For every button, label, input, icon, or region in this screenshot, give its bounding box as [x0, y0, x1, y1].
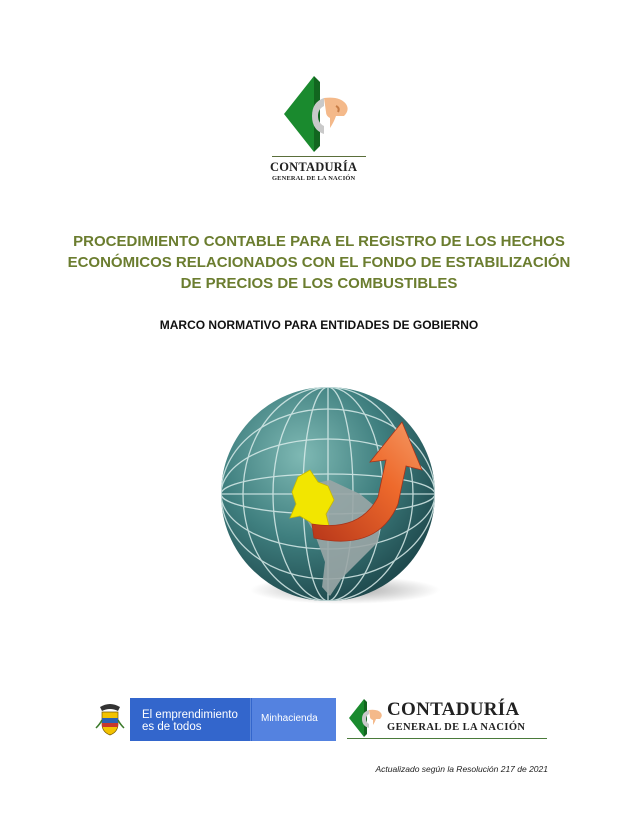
document-title: [40, 231, 598, 294]
logo-underline: [272, 156, 366, 157]
banner-divider: [250, 698, 251, 741]
logo-name: CONTADURÍA: [270, 160, 358, 174]
gov-slogan-line2: es de todos: [142, 721, 202, 733]
government-banner: [90, 698, 336, 741]
ministry-name: Minhacienda: [261, 713, 318, 724]
logo-name: CONTADURÍA: [387, 699, 520, 720]
title-line: PROCEDIMIENTO CONTABLE PARA EL REGISTRO DE LOS HECHOS: [73, 233, 565, 250]
contaduria-emblem-small-icon: [347, 697, 385, 739]
title-line: DE PRECIOS DE LOS COMBUSTIBLES: [180, 275, 458, 292]
coat-of-arms-icon: [90, 698, 130, 741]
globe-arrow-illustration: [210, 382, 450, 612]
contaduria-logo-top: [270, 74, 370, 186]
ministry-box: [252, 698, 336, 741]
logo-subname: GENERAL DE LA NACIÓN: [272, 175, 356, 182]
shield-box: [90, 698, 130, 741]
logo-underline: [347, 738, 547, 739]
contaduria-logo-bottom: [347, 697, 549, 742]
logo-subname: GENERAL DE LA NACIÓN: [387, 722, 526, 733]
contaduria-emblem-icon: [280, 74, 360, 154]
gov-slogan-line1: El emprendimiento: [142, 709, 238, 721]
update-note: Actualizado según la Resolución 217 de 2021: [375, 764, 548, 774]
document-subtitle: MARCO NORMATIVO PARA ENTIDADES DE GOBIERNO: [159, 318, 479, 332]
title-line: ECONÓMICOS RELACIONADOS CON EL FONDO DE ESTABILIZACIÓN: [67, 254, 571, 271]
